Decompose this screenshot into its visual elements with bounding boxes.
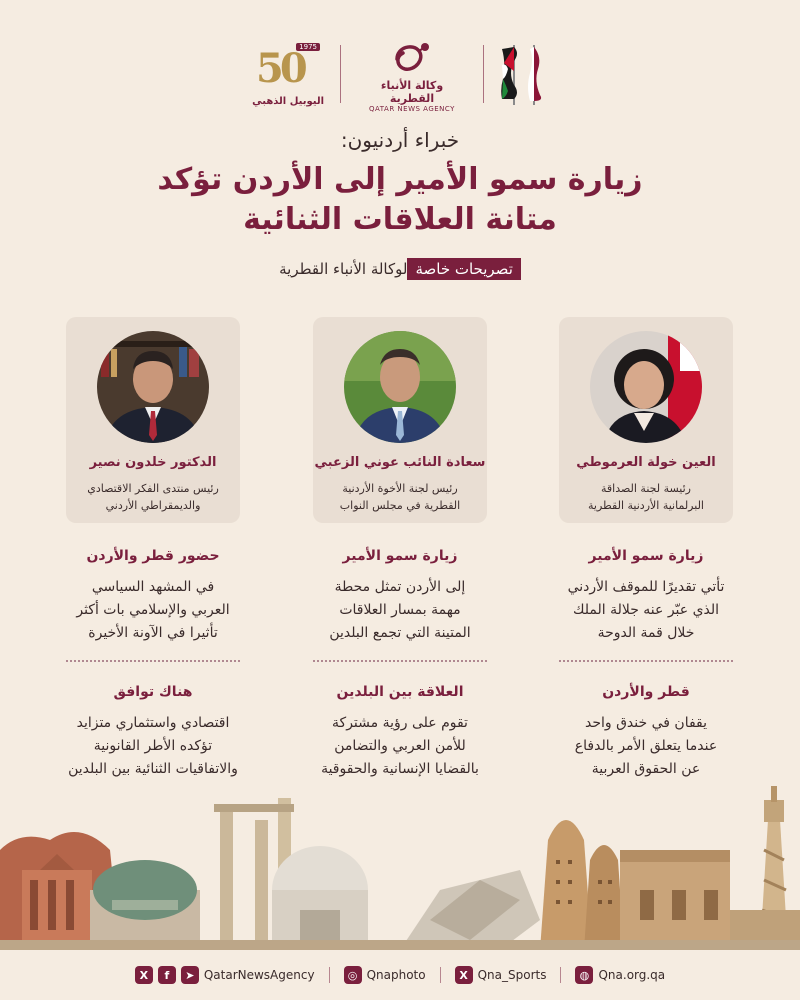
jubilee-number: 50 xyxy=(256,45,304,92)
avatar xyxy=(344,331,456,443)
portrait-man-bookshelf-icon xyxy=(97,331,209,443)
person-role-line: والديمقراطي الأردني xyxy=(105,499,201,512)
person-role-line: البرلمانية الأردنية القطرية xyxy=(588,499,704,512)
point-body xyxy=(541,576,751,645)
telegram-icon[interactable]: ➤ xyxy=(181,966,199,984)
person-role-line: رئيسة لجنة الصداقة xyxy=(601,482,691,495)
point-title: حضور قطر والأردن xyxy=(86,548,220,564)
person-name: سعادة النائب عوني الزعبي xyxy=(314,455,486,470)
point-top-2 xyxy=(295,548,505,645)
handle-sports[interactable]: Qna_Sports xyxy=(477,968,547,982)
logo-divider xyxy=(340,45,341,103)
portrait-woman-icon xyxy=(590,331,702,443)
footer-main-handle[interactable] xyxy=(135,966,315,984)
instagram-icon[interactable]: ◎ xyxy=(344,966,362,984)
x-icon[interactable]: X xyxy=(135,966,153,984)
point-title: زيارة سمو الأمير xyxy=(342,548,458,564)
person-role xyxy=(313,480,487,514)
qna-logo xyxy=(357,39,467,113)
person-role-line: رئيس منتدى الفكر الاقتصادي xyxy=(87,482,219,495)
point-line: المتينة التي تجمع البلدين xyxy=(329,625,471,641)
portrait-man-icon xyxy=(344,331,456,443)
qna-emblem-icon xyxy=(389,39,435,77)
dotted-divider xyxy=(559,660,733,662)
dotted-divider xyxy=(66,660,240,662)
point-bottom-2 xyxy=(295,684,505,781)
point-line: خلال قمة الدوحة xyxy=(597,625,695,641)
footer-divider xyxy=(440,967,441,983)
point-bottom-1 xyxy=(541,684,751,781)
jubilee-year: 1975 xyxy=(296,43,320,51)
person-role xyxy=(66,480,240,514)
headline-line-1: زيارة سمو الأمير إلى الأردن تؤكد xyxy=(157,162,643,197)
point-line: إلى الأردن تمثل محطة xyxy=(334,579,466,595)
point-body xyxy=(48,712,258,781)
headline-line-2: متانة العلاقات الثنائية xyxy=(243,202,557,237)
flags-icon xyxy=(500,39,550,109)
person-card-3 xyxy=(66,317,240,523)
handle-photo[interactable]: Qnaphoto xyxy=(366,968,426,982)
avatar xyxy=(590,331,702,443)
tagline xyxy=(0,260,800,278)
point-body xyxy=(295,712,505,781)
logo-divider xyxy=(483,45,484,103)
point-top-1 xyxy=(541,548,751,645)
point-line: الذي عبّر عنه جلالة الملك xyxy=(572,602,720,618)
point-line: اقتصادي واستثماري متزايد xyxy=(76,715,230,731)
person-role-line: رئيس لجنة الأخوة الأردنية xyxy=(342,482,458,495)
dotted-divider xyxy=(313,660,487,662)
landmarks-skyline-illustration xyxy=(0,780,800,950)
point-title: هناك توافق xyxy=(113,684,193,700)
point-line: تأثيرا في الآونة الأخيرة xyxy=(88,625,218,641)
golden-jubilee-logo xyxy=(250,39,324,109)
facebook-icon[interactable]: f xyxy=(158,966,176,984)
footer-social xyxy=(0,950,800,1000)
agency-name-ar: وكالة الأنباء القطرية xyxy=(380,79,444,105)
point-line: عندما يتعلق الأمر بالدفاع xyxy=(574,738,718,754)
point-body xyxy=(541,712,751,781)
jordan-qatar-flags xyxy=(500,39,550,109)
person-role xyxy=(559,480,733,514)
point-line: عن الحقوق العربية xyxy=(591,761,701,777)
website[interactable]: Qna.org.qa xyxy=(598,968,666,982)
footer-sports-handle[interactable] xyxy=(455,966,547,984)
tagline-rest: لوكالة الأنباء القطرية xyxy=(279,260,408,278)
avatar xyxy=(97,331,209,443)
point-title: زيارة سمو الأمير xyxy=(588,548,704,564)
person-card-2 xyxy=(313,317,487,523)
point-line: يقفان في خندق واحد xyxy=(584,715,708,731)
point-line: تقوم على رؤية مشتركة xyxy=(332,715,468,731)
point-top-3 xyxy=(48,548,258,645)
footer-divider xyxy=(560,967,561,983)
person-name: الدكتور خلدون نصير xyxy=(89,455,217,470)
point-body xyxy=(295,576,505,645)
headline xyxy=(0,160,800,240)
person-role-line: القطرية في مجلس النواب xyxy=(339,499,461,512)
point-line: تأتي تقديرًا للموقف الأردني xyxy=(567,579,725,595)
point-bottom-3 xyxy=(48,684,258,781)
person-name: العين خولة العرموطي xyxy=(576,455,716,470)
person-card-1 xyxy=(559,317,733,523)
point-line: مهمة بمسار العلاقات xyxy=(339,602,461,618)
x-icon[interactable]: X xyxy=(455,966,473,984)
point-line: والاتفاقيات الثنائية بين البلدين xyxy=(68,761,238,777)
tagline-highlight: تصريحات خاصة xyxy=(407,258,520,280)
handle-main[interactable]: QatarNewsAgency xyxy=(203,968,315,982)
point-line: بالقضايا الإنسانية والحقوقية xyxy=(321,761,479,777)
point-line: العربي والإسلامي بات أكثر xyxy=(76,602,230,618)
point-line: تؤكده الأطر القانونية xyxy=(93,738,213,754)
footer-divider xyxy=(329,967,330,983)
point-title: العلاقة بين البلدين xyxy=(336,684,464,700)
point-line: للأمن العربي والتضامن xyxy=(334,738,466,754)
point-title: قطر والأردن xyxy=(602,684,690,700)
jubilee-caption: اليوبيل الذهبي xyxy=(252,96,324,107)
headline-kicker: خبراء أردنيون: xyxy=(340,128,460,152)
point-line: في المشهد السياسي xyxy=(91,579,215,595)
header-logos xyxy=(0,38,800,113)
globe-icon[interactable]: ◍ xyxy=(575,966,593,984)
footer-website[interactable] xyxy=(575,966,665,984)
point-body xyxy=(48,576,258,645)
agency-name-en: QATAR NEWS AGENCY xyxy=(369,105,455,113)
footer-photo-handle[interactable] xyxy=(344,966,426,984)
